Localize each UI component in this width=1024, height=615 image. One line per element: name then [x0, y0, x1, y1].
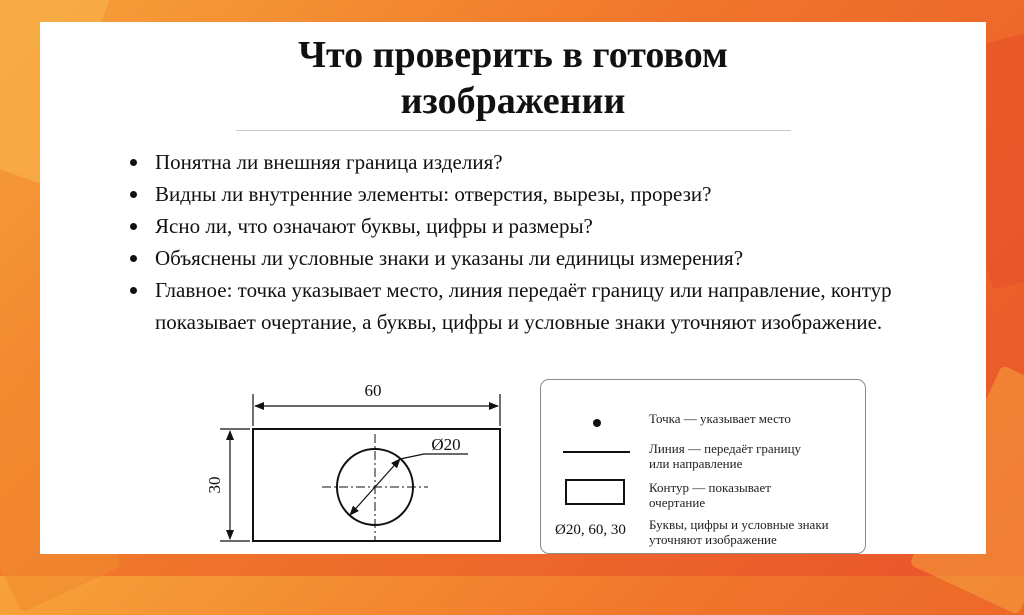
bullet-icon [130, 159, 137, 166]
line-symbol [563, 451, 630, 453]
legend-point-text: Точка — указывает место [649, 411, 791, 426]
technical-drawing [200, 366, 520, 554]
checklist-item-text: Видны ли внутренние элементы: отверстия, вырезы, прорези? [155, 182, 712, 206]
checklist-item-text: Ясно ли, что означают буквы, цифры и размеры? [155, 214, 593, 238]
legend-contour-text-1: Контур — показывает [649, 480, 771, 495]
diameter-dimension-label: Ø20 [431, 435, 461, 454]
legend-signs-text-2: уточняют изображение [649, 532, 777, 547]
checklist-item [128, 242, 948, 274]
title-divider [236, 130, 791, 131]
slide-card [40, 22, 986, 554]
checklist-item-text: Главное: точка указывает место, линия передаёт границу или направление, контур показывает очертание, а буквы, цифры и условные знаки уточняют изображение. [155, 278, 892, 334]
height-dimension-label: 30 [205, 476, 224, 494]
checklist [128, 146, 948, 338]
legend-line-text-1: Линия — передаёт границу [649, 441, 802, 456]
slide-title [40, 32, 986, 124]
checklist-item [128, 146, 948, 178]
bullet-icon [130, 287, 137, 294]
slide-title-line-1: Что проверить в готовом [298, 34, 728, 76]
checklist-item [128, 210, 948, 242]
width-dimension-label: 60 [364, 381, 382, 400]
legend-contour-text [649, 480, 771, 510]
point-symbol [593, 419, 601, 427]
bullet-icon [130, 255, 137, 262]
legend-signs-text-1: Буквы, цифры и условные знаки [649, 517, 829, 532]
checklist-item [128, 274, 948, 338]
checklist-item [128, 178, 948, 210]
legend-box [540, 379, 866, 554]
legend-contour-text-2: очертание [649, 495, 706, 510]
checklist-item-text: Понятна ли внешняя граница изделия? [155, 150, 503, 174]
legend-signs-text [649, 517, 829, 547]
diameter-leader-line [400, 454, 424, 459]
bullet-icon [130, 223, 137, 230]
legend-line-text [649, 441, 801, 471]
contour-symbol [565, 479, 625, 505]
slide-title-line-2: изображении [400, 80, 626, 122]
legend-line-text-2: или направление [649, 456, 743, 471]
bullet-icon [130, 191, 137, 198]
checklist-item-text: Объяснены ли условные знаки и указаны ли единицы измерения? [155, 246, 744, 270]
signs-symbol: Ø20, 60, 30 [555, 522, 626, 538]
